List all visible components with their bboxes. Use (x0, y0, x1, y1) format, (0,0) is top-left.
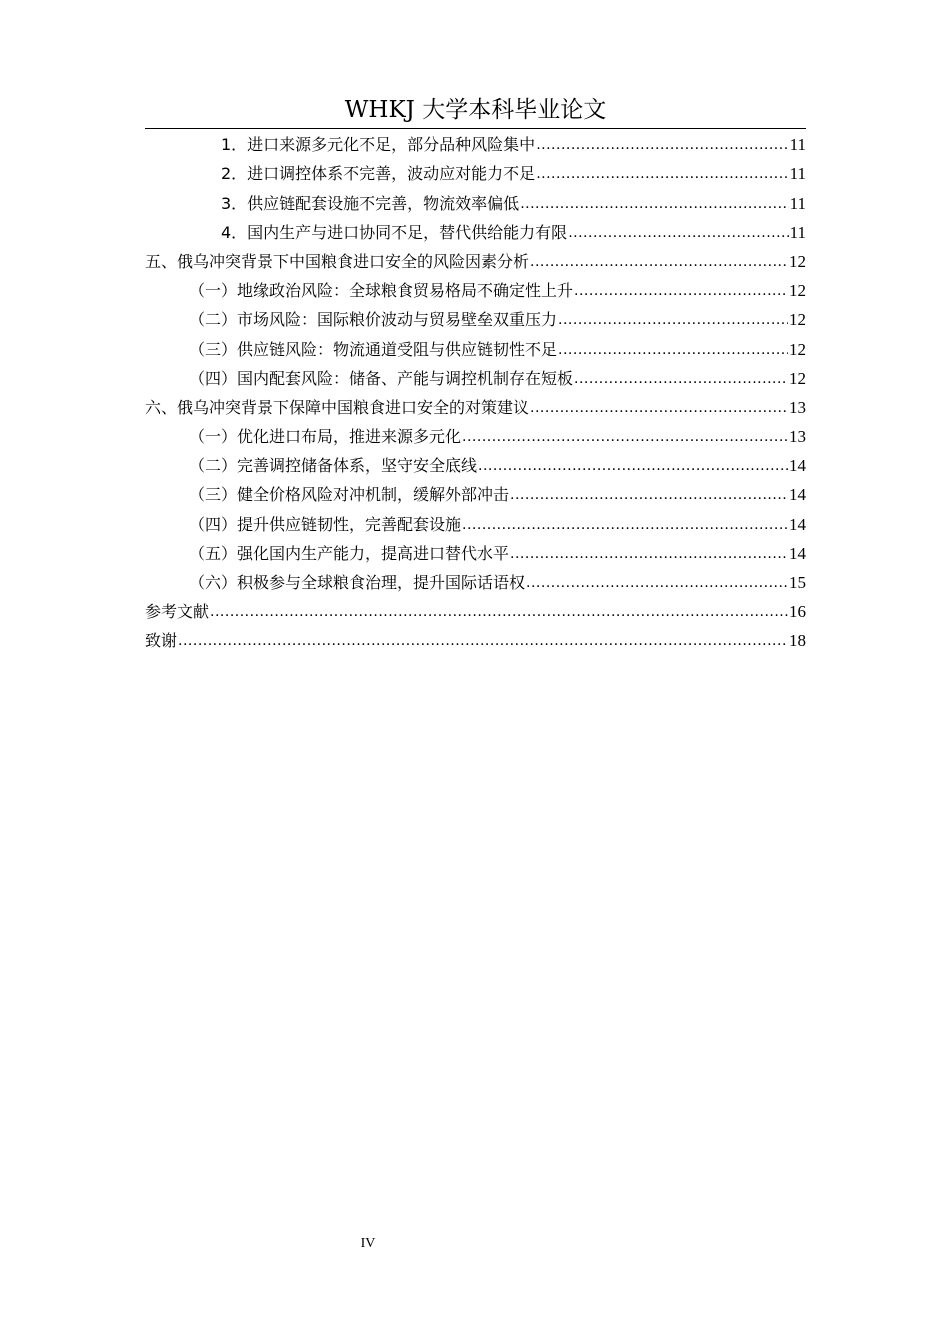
toc-entry (145, 536, 806, 565)
toc-dot-leader (510, 484, 788, 506)
page-header-title: WHKJ 大学本科毕业论文 (145, 94, 806, 129)
toc-entry (145, 390, 806, 419)
toc-entry-page: 11 (789, 193, 806, 213)
toc-entry (145, 361, 806, 390)
toc-entry (145, 506, 806, 535)
toc-entry-label: （三）健全价格风险对冲机制，缓解外部冲击 (189, 485, 510, 505)
toc-entry-label: （三）供应链风险：物流通道受阻与供应链韧性不足 (189, 339, 558, 359)
toc-entry (145, 331, 806, 360)
toc-entry-label: 4．国内生产与进口协同不足，替代供给能力有限 (221, 222, 568, 242)
toc-dot-leader (568, 222, 788, 244)
toc-entry-page: 14 (789, 485, 806, 505)
toc-dot-leader (526, 572, 788, 594)
toc-entry-page: 12 (789, 368, 806, 388)
toc-entry (145, 594, 806, 623)
toc-entry (145, 156, 806, 185)
toc-dot-leader (520, 193, 788, 215)
toc-dot-leader (574, 368, 788, 390)
toc-entry-page: 12 (789, 251, 806, 271)
toc-entry-page: 14 (789, 543, 806, 563)
toc-entry-page: 14 (789, 456, 806, 476)
toc-entry-label: （四）提升供应链韧性，完善配套设施 (189, 514, 462, 534)
toc-entry-label: （二）市场风险：国际粮价波动与贸易壁垒双重压力 (189, 310, 558, 330)
toc-entry-label: 六、俄乌冲突背景下保障中国粮食进口安全的对策建议 (145, 397, 530, 417)
toc-dot-leader (558, 309, 788, 331)
toc-entry-label: 五、俄乌冲突背景下中国粮食进口安全的风险因素分析 (145, 251, 530, 271)
toc-entry (145, 273, 806, 302)
toc-entry-label: 致谢 (145, 631, 178, 651)
toc-dot-leader (510, 543, 788, 565)
toc-entry-label: 2．进口调控体系不完善，波动应对能力不足 (221, 164, 536, 184)
toc-entry-label: 1．进口来源多元化不足，部分品种风险集中 (221, 135, 536, 155)
table-of-contents (145, 127, 806, 652)
toc-entry-page: 12 (789, 281, 806, 301)
toc-dot-leader (558, 339, 788, 361)
toc-entry (145, 215, 806, 244)
toc-entry-label: （六）积极参与全球粮食治理，提升国际话语权 (189, 573, 526, 592)
toc-entry-page: 11 (789, 164, 806, 184)
toc-entry-label: （二）完善调控储备体系，坚守安全底线 (189, 456, 478, 476)
toc-entry-label: 参考文献 (145, 602, 210, 622)
toc-entry-page: 13 (789, 427, 806, 447)
toc-entry (145, 185, 806, 214)
toc-entry-label: （一）地缘政治风险：全球粮食贸易格局不确定性上升 (189, 281, 574, 301)
toc-dot-leader (462, 514, 788, 536)
toc-dot-leader (530, 397, 788, 419)
toc-entry (145, 565, 806, 594)
toc-dot-leader (530, 251, 788, 273)
toc-dot-leader (478, 455, 788, 477)
toc-dot-leader (210, 601, 788, 623)
toc-entry-page: 11 (789, 222, 806, 242)
toc-dot-leader (574, 280, 788, 302)
toc-dot-leader (462, 426, 788, 448)
toc-entry-label: （四）国内配套风险：储备、产能与调控机制存在短板 (189, 368, 574, 388)
toc-entry-page: 12 (789, 310, 806, 330)
toc-dot-leader (536, 163, 788, 185)
toc-entry (145, 302, 806, 331)
toc-entry-page: 15 (789, 573, 806, 592)
toc-entry-page: 14 (789, 514, 806, 534)
toc-entry (145, 127, 806, 156)
toc-entry-label: （一）优化进口布局，推进来源多元化 (189, 427, 462, 447)
page-number: IV (360, 1236, 376, 1251)
toc-dot-leader (536, 134, 788, 156)
toc-entry (145, 419, 806, 448)
toc-entry (145, 477, 806, 506)
toc-entry (145, 244, 806, 273)
toc-entry-page: 18 (789, 631, 806, 651)
toc-entry-label: （五）强化国内生产能力，提高进口替代水平 (189, 543, 510, 563)
toc-entry-page: 13 (789, 397, 806, 417)
toc-entry (145, 448, 806, 477)
toc-dot-leader (178, 630, 788, 652)
toc-entry-page: 11 (789, 135, 806, 155)
toc-entry (145, 623, 806, 652)
toc-entry-page: 12 (789, 339, 806, 359)
toc-entry-page: 16 (789, 602, 806, 622)
toc-entry-label: 3．供应链配套设施不完善，物流效率偏低 (221, 193, 520, 213)
